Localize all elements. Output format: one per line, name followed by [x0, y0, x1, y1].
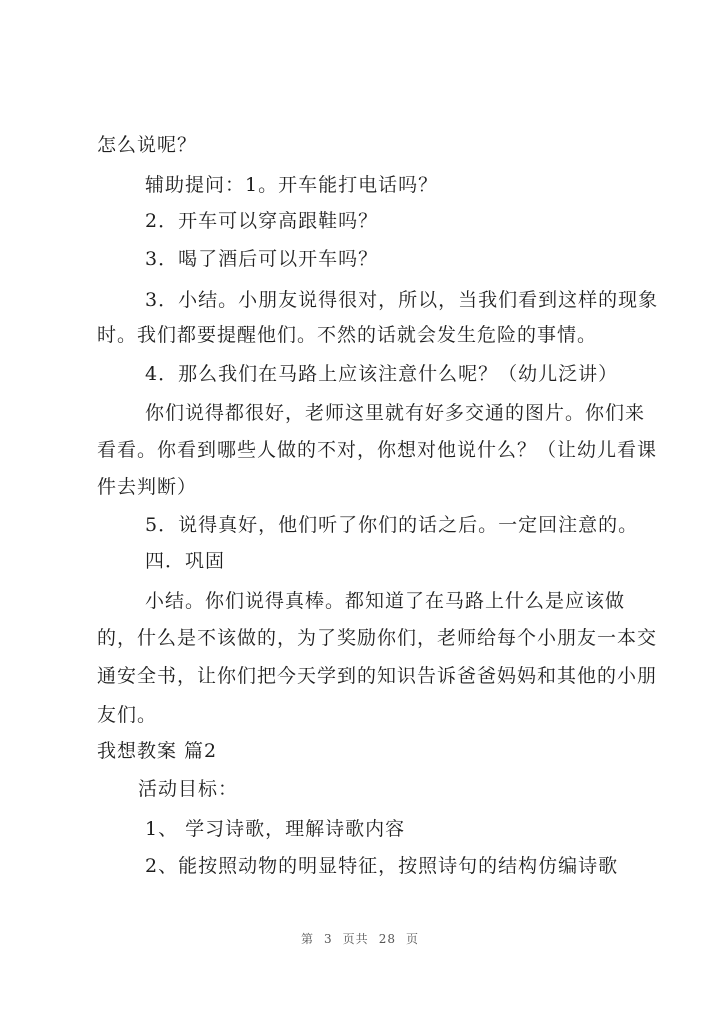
text-line: 辅助提问：1。开车能打电话吗？ — [145, 174, 439, 196]
footer-di: 第 — [301, 932, 315, 946]
text-line: 时。我们都要提醒他们。不然的话就会发生危险的事情。 — [97, 324, 598, 346]
section-heading: 我想教案 篇2 — [97, 740, 218, 762]
page-footer — [0, 930, 720, 947]
footer-page-number: 3 — [324, 932, 333, 946]
text-line: 通安全书，让你们把今天学到的知识告诉爸爸妈妈和其他的小朋 — [97, 665, 658, 687]
text-line: 2、能按照动物的明显特征，按照诗句的结构仿编诗歌 — [145, 855, 619, 877]
text-line: 怎么说呢？ — [97, 134, 198, 156]
text-line: 小结。你们说得真棒。都知道了在马路上什么是应该做 — [145, 590, 626, 612]
text-line: 看看。你看到哪些人做的不对，你想对他说什么？（让幼儿看课 — [97, 439, 658, 461]
text-line: 件去判断） — [97, 476, 198, 498]
text-line: 5．说得真好，他们听了你们的话之后。一定回注意的。 — [145, 514, 639, 536]
footer-total-pages: 28 — [378, 932, 396, 946]
footer-ye-gong: 页共 — [342, 932, 369, 946]
text-line: 3．小结。小朋友说得很对，所以，当我们看到这样的现象 — [145, 289, 659, 311]
text-line: 你们说得都很好，老师这里就有好多交通的图片。你们来 — [145, 402, 646, 424]
text-line: 友们。 — [97, 704, 158, 726]
text-line: 4．那么我们在马路上应该注意什么呢？（幼儿泛讲） — [145, 363, 619, 385]
text-line: 2．开车可以穿高跟鞋吗？ — [145, 210, 379, 232]
footer-ye: 页 — [405, 932, 419, 946]
text-line: 3．喝了酒后可以开车吗？ — [145, 248, 379, 270]
text-line: 1、 学习诗歌，理解诗歌内容 — [145, 818, 406, 840]
text-line: 活动目标： — [138, 778, 239, 800]
text-line: 的，什么是不该做的，为了奖励你们，老师给每个小朋友一本交 — [97, 627, 658, 649]
text-line: 四．巩固 — [145, 550, 226, 572]
